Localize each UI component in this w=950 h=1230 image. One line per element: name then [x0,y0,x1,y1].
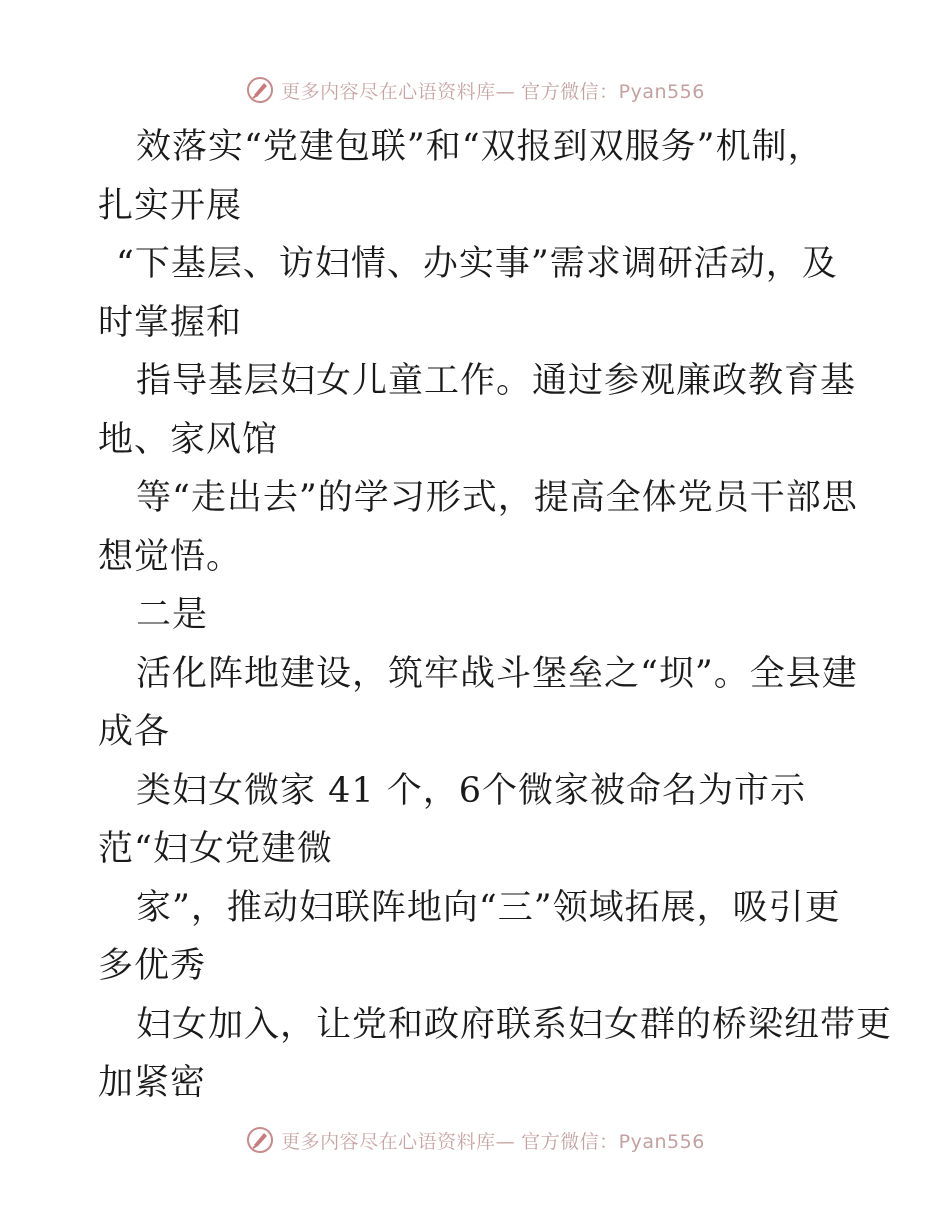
text-line: 多优秀 [98,946,207,986]
text-line: 想觉悟。 [98,536,243,577]
text-line: “下基层、访妇情、办实事”需求调研活动，及 [116,244,838,284]
watermark-contact: 官方微信：Pyan556 [521,1130,705,1153]
text-line: 二是 [136,595,209,635]
logo-icon [245,1125,275,1155]
watermark-contact: 官方微信：Pyan556 [521,80,705,103]
text-line: 类妇女微家 41 个，6个微家被命名为市示 [136,770,807,811]
text-line: 范“妇女党建微 [98,829,333,869]
document-body [98,118,893,1113]
watermark-text: 更多内容尽在心语资料库— [281,1130,516,1153]
text-line: 成各 [98,712,171,752]
watermark-footer [0,1120,950,1160]
watermark-header [0,70,950,110]
text-line: 地、家风馆 [98,419,279,460]
text-line: 等“走出去”的学习形式，提高全体党员干部思 [136,478,858,518]
text-line: 加紧密 [98,1063,207,1103]
text-line: 活化阵地建设，筑牢战斗堡垒之“坝”。全县建 [136,653,858,694]
text-line: 指导基层妇女儿童工作。通过参观廉政教育基 [136,361,857,401]
text-line: 家”，推动妇联阵地向“三”领域拓展，吸引更 [136,887,841,928]
watermark-text: 更多内容尽在心语资料库— [281,80,516,103]
text-line: 时掌握和 [98,302,243,343]
text-line: 扎实开展 [98,185,243,226]
logo-icon [245,75,275,105]
text-line: 效落实“党建包联”和“双报到双服务”机制， [136,127,824,167]
text-line: 妇女加入，让党和政府联系妇女群的桥梁纽带更 [136,1004,893,1045]
